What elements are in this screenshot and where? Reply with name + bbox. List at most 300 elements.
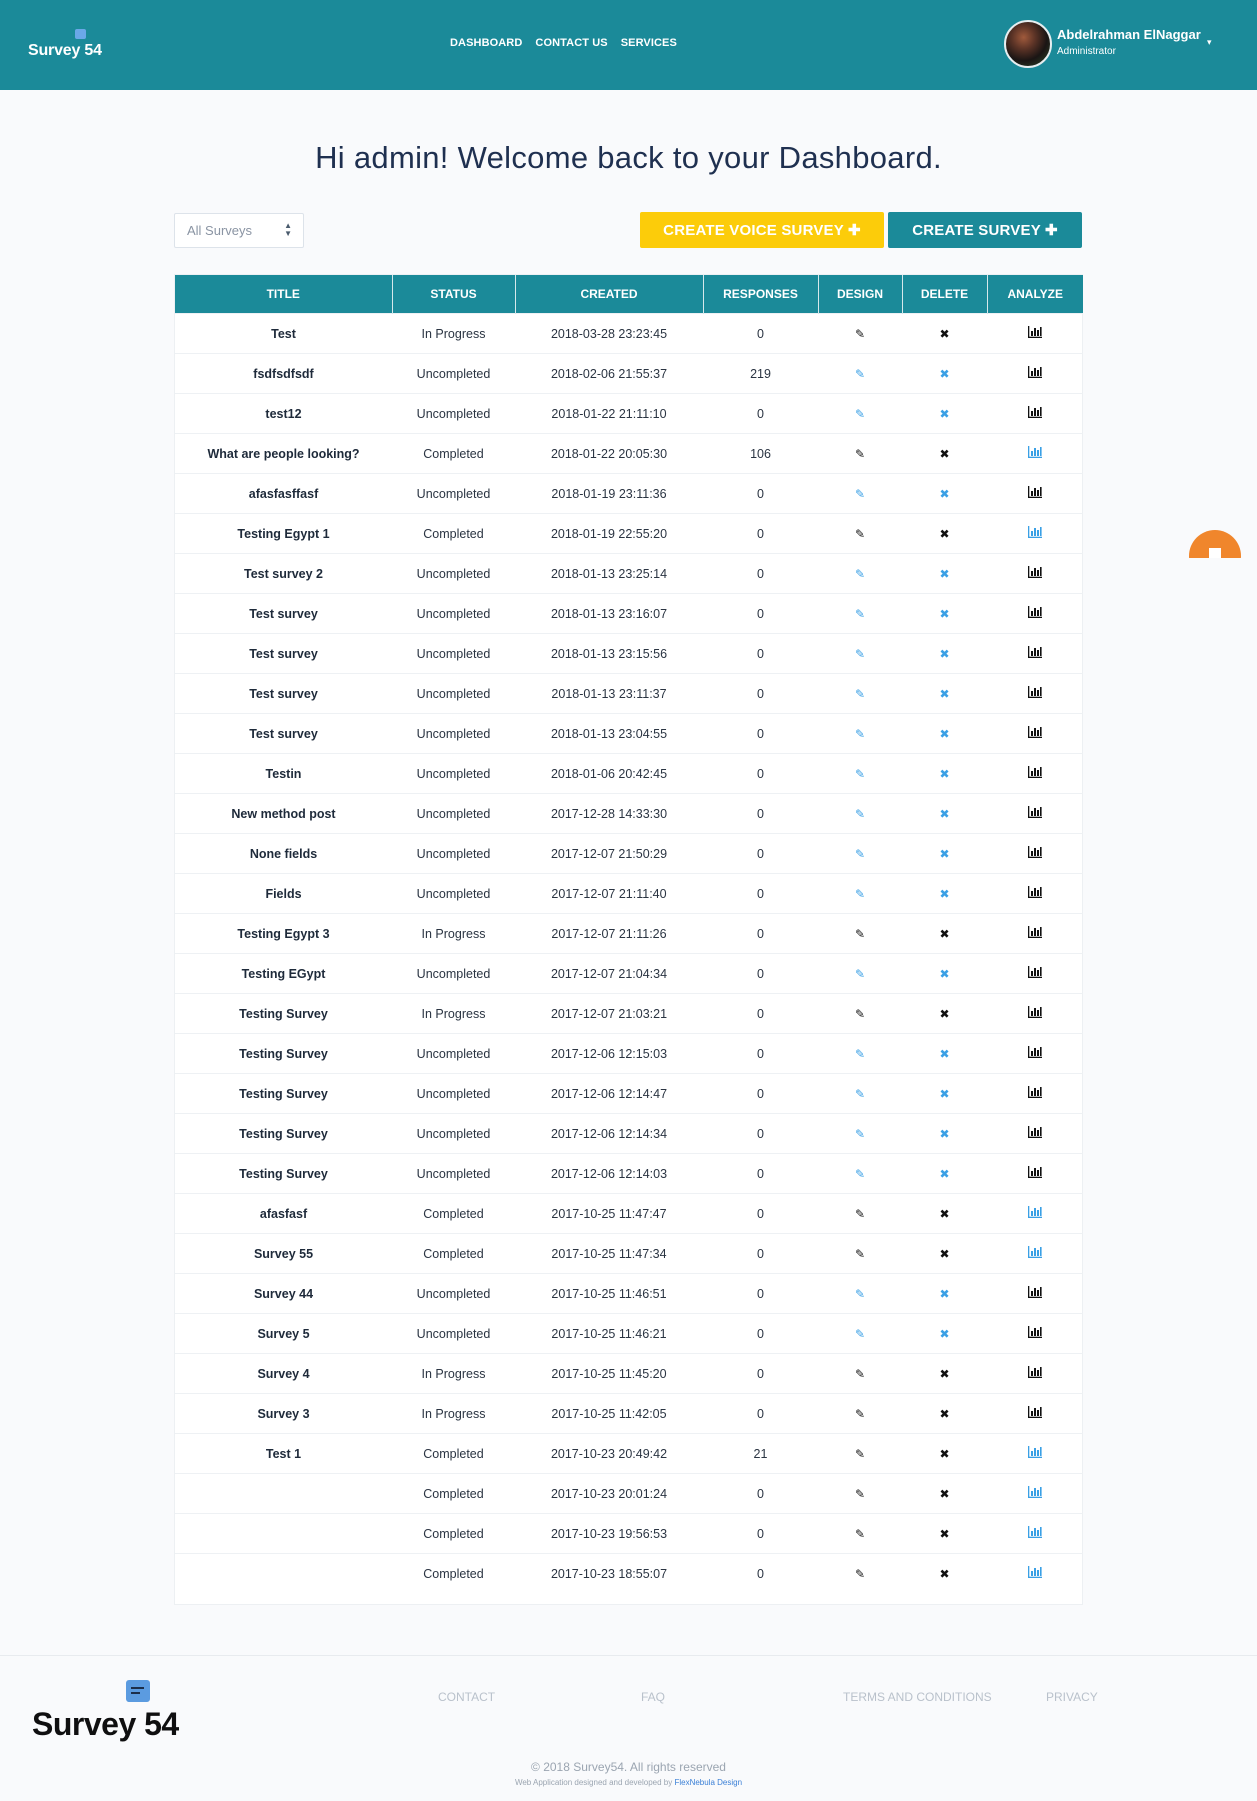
survey-status: In Progress bbox=[392, 1394, 515, 1434]
delete-cell bbox=[902, 474, 987, 514]
pencil-icon[interactable]: ✎ bbox=[854, 1526, 866, 1541]
close-icon[interactable]: ✖ bbox=[939, 726, 950, 741]
table-row[interactable] bbox=[175, 634, 1083, 674]
survey-title[interactable] bbox=[175, 1474, 392, 1514]
survey-title[interactable]: Testing Survey bbox=[175, 1074, 392, 1114]
bar-chart-icon[interactable] bbox=[1028, 447, 1042, 461]
close-icon[interactable]: ✖ bbox=[939, 1046, 950, 1061]
survey-title[interactable]: Testing Survey bbox=[175, 1114, 392, 1154]
bar-chart-icon-svg bbox=[1028, 1366, 1042, 1378]
design-cell bbox=[818, 914, 902, 954]
survey-created: 2017-10-25 11:47:34 bbox=[515, 1234, 703, 1274]
bar-chart-icon[interactable] bbox=[1028, 1367, 1042, 1381]
survey-title[interactable]: Testing EGypt bbox=[175, 954, 392, 994]
survey-created: 2017-12-07 21:04:34 bbox=[515, 954, 703, 994]
survey-title[interactable]: Survey 4 bbox=[175, 1354, 392, 1394]
bar-chart-icon[interactable] bbox=[1028, 1207, 1042, 1221]
bar-chart-icon[interactable] bbox=[1028, 1047, 1042, 1061]
pencil-icon[interactable]: ✎ bbox=[854, 1446, 866, 1461]
bar-chart-icon-svg bbox=[1028, 846, 1042, 858]
delete-cell bbox=[902, 754, 987, 794]
survey-created: 2017-12-07 21:11:26 bbox=[515, 914, 703, 954]
table-row[interactable] bbox=[175, 954, 1083, 994]
design-cell bbox=[818, 1074, 902, 1114]
survey-created: 2018-01-13 23:16:07 bbox=[515, 594, 703, 634]
survey-responses: 0 bbox=[703, 514, 818, 554]
table-row[interactable] bbox=[175, 794, 1083, 834]
survey-title[interactable]: Survey 5 bbox=[175, 1314, 392, 1354]
survey-status: In Progress bbox=[392, 994, 515, 1034]
bar-chart-icon-svg bbox=[1028, 526, 1042, 538]
survey-status: Uncompleted bbox=[392, 954, 515, 994]
survey-status: Completed bbox=[392, 1474, 515, 1514]
close-icon[interactable]: ✖ bbox=[939, 1326, 950, 1341]
close-icon[interactable]: ✖ bbox=[939, 806, 950, 821]
bar-chart-icon-svg bbox=[1028, 606, 1042, 618]
analyze-cell bbox=[987, 834, 1083, 874]
bar-chart-icon[interactable] bbox=[1028, 1447, 1042, 1461]
table-row[interactable] bbox=[175, 1314, 1083, 1354]
close-icon[interactable]: ✖ bbox=[939, 1006, 950, 1021]
pencil-icon[interactable]: ✎ bbox=[854, 486, 866, 501]
delete-cell bbox=[902, 314, 987, 354]
pencil-icon[interactable]: ✎ bbox=[854, 1126, 866, 1141]
bar-chart-icon-svg bbox=[1028, 1486, 1042, 1498]
nav-dashboard[interactable]: DASHBOARD bbox=[450, 37, 523, 49]
bar-chart-icon-svg bbox=[1028, 806, 1042, 818]
table-row[interactable] bbox=[175, 1474, 1083, 1514]
column-header-title[interactable]: TITLE bbox=[175, 275, 392, 314]
pencil-icon[interactable]: ✎ bbox=[854, 726, 866, 741]
survey-status: Uncompleted bbox=[392, 394, 515, 434]
pencil-icon[interactable]: ✎ bbox=[854, 1246, 866, 1261]
table-row[interactable] bbox=[175, 1234, 1083, 1274]
delete-cell bbox=[902, 1434, 987, 1474]
bar-chart-icon-svg bbox=[1028, 1086, 1042, 1098]
delete-cell bbox=[902, 1514, 987, 1554]
table-row[interactable] bbox=[175, 514, 1083, 554]
survey-responses: 0 bbox=[703, 1194, 818, 1234]
close-icon[interactable]: ✖ bbox=[939, 1446, 950, 1461]
design-cell bbox=[818, 874, 902, 914]
survey-responses: 0 bbox=[703, 1474, 818, 1514]
close-icon[interactable]: ✖ bbox=[939, 766, 950, 781]
delete-cell bbox=[902, 1554, 987, 1594]
bar-chart-icon[interactable] bbox=[1028, 767, 1042, 781]
survey-created: 2017-10-25 11:46:51 bbox=[515, 1274, 703, 1314]
analyze-cell bbox=[987, 794, 1083, 834]
analyze-cell bbox=[987, 1514, 1083, 1554]
main-nav bbox=[450, 37, 677, 49]
bar-chart-icon[interactable] bbox=[1028, 647, 1042, 661]
survey-title[interactable]: Fields bbox=[175, 874, 392, 914]
table-row[interactable] bbox=[175, 874, 1083, 914]
surveys-table bbox=[175, 275, 1083, 1593]
pencil-icon[interactable]: ✎ bbox=[854, 926, 866, 941]
bar-chart-icon[interactable] bbox=[1028, 1327, 1042, 1341]
bar-chart-icon[interactable] bbox=[1028, 607, 1042, 621]
table-row[interactable] bbox=[175, 1114, 1083, 1154]
bar-chart-icon-svg bbox=[1028, 646, 1042, 658]
analyze-cell bbox=[987, 1154, 1083, 1194]
bar-chart-icon[interactable] bbox=[1028, 1007, 1042, 1021]
survey-title[interactable]: Testing Survey bbox=[175, 1034, 392, 1074]
delete-cell bbox=[902, 954, 987, 994]
survey-status: Uncompleted bbox=[392, 1274, 515, 1314]
close-icon[interactable]: ✖ bbox=[939, 366, 950, 381]
survey-created: 2017-12-06 12:14:47 bbox=[515, 1074, 703, 1114]
pencil-icon[interactable]: ✎ bbox=[854, 606, 866, 621]
survey-title[interactable]: None fields bbox=[175, 834, 392, 874]
nav-contact-us[interactable]: CONTACT US bbox=[535, 37, 608, 49]
bar-chart-icon[interactable] bbox=[1028, 567, 1042, 581]
survey-responses: 0 bbox=[703, 914, 818, 954]
bar-chart-icon[interactable] bbox=[1028, 407, 1042, 421]
survey-status: Uncompleted bbox=[392, 1034, 515, 1074]
table-row[interactable] bbox=[175, 1194, 1083, 1234]
survey-responses: 0 bbox=[703, 954, 818, 994]
survey-filter-select[interactable] bbox=[174, 213, 304, 248]
analyze-cell bbox=[987, 994, 1083, 1034]
table-row[interactable] bbox=[175, 314, 1083, 354]
survey-title[interactable]: Test bbox=[175, 314, 392, 354]
survey-status: Uncompleted bbox=[392, 634, 515, 674]
pencil-icon[interactable]: ✎ bbox=[854, 326, 866, 341]
delete-cell bbox=[902, 1034, 987, 1074]
survey-title[interactable]: test12 bbox=[175, 394, 392, 434]
design-cell bbox=[818, 1554, 902, 1594]
bar-chart-icon-svg bbox=[1028, 1166, 1042, 1178]
survey-title[interactable]: Survey 3 bbox=[175, 1394, 392, 1434]
pencil-icon[interactable]: ✎ bbox=[854, 1326, 866, 1341]
column-header-responses[interactable]: RESPONSES bbox=[703, 275, 818, 314]
analyze-cell bbox=[987, 594, 1083, 634]
close-icon[interactable]: ✖ bbox=[939, 1406, 950, 1421]
survey-title[interactable]: Test survey bbox=[175, 594, 392, 634]
user-name: Abdelrahman ElNaggar bbox=[1057, 27, 1201, 42]
survey-created: 2017-12-07 21:03:21 bbox=[515, 994, 703, 1034]
survey-status: Completed bbox=[392, 1554, 515, 1594]
bar-chart-icon[interactable] bbox=[1028, 1487, 1042, 1501]
design-cell bbox=[818, 394, 902, 434]
survey-responses: 0 bbox=[703, 834, 818, 874]
delete-cell bbox=[902, 834, 987, 874]
analyze-cell bbox=[987, 1274, 1083, 1314]
bar-chart-icon[interactable] bbox=[1028, 1087, 1042, 1101]
table-row[interactable] bbox=[175, 1514, 1083, 1554]
survey-title[interactable]: Test survey 2 bbox=[175, 554, 392, 594]
survey-title[interactable]: afasfasf bbox=[175, 1194, 392, 1234]
survey-responses: 0 bbox=[703, 1514, 818, 1554]
close-icon[interactable]: ✖ bbox=[939, 926, 950, 941]
pencil-icon[interactable]: ✎ bbox=[854, 1406, 866, 1421]
table-row[interactable] bbox=[175, 554, 1083, 594]
bar-chart-icon-svg bbox=[1028, 1526, 1042, 1538]
credit-text bbox=[0, 1778, 1257, 1787]
pencil-icon[interactable]: ✎ bbox=[854, 1086, 866, 1101]
survey-title[interactable]: Testing Egypt 3 bbox=[175, 914, 392, 954]
column-header-status[interactable]: STATUS bbox=[392, 275, 515, 314]
survey-created: 2017-10-25 11:46:21 bbox=[515, 1314, 703, 1354]
bar-chart-icon-svg bbox=[1028, 1246, 1042, 1258]
survey-title[interactable] bbox=[175, 1554, 392, 1594]
survey-title[interactable]: New method post bbox=[175, 794, 392, 834]
close-icon[interactable]: ✖ bbox=[939, 326, 950, 341]
pencil-icon[interactable]: ✎ bbox=[854, 366, 866, 381]
bar-chart-icon[interactable] bbox=[1028, 1407, 1042, 1421]
surveys-table-container bbox=[174, 274, 1083, 1605]
bar-chart-icon[interactable] bbox=[1028, 887, 1042, 901]
close-icon[interactable]: ✖ bbox=[939, 446, 950, 461]
close-icon[interactable]: ✖ bbox=[939, 1286, 950, 1301]
close-icon[interactable]: ✖ bbox=[939, 606, 950, 621]
analyze-cell bbox=[987, 714, 1083, 754]
table-row[interactable] bbox=[175, 594, 1083, 634]
bar-chart-icon-svg bbox=[1028, 486, 1042, 498]
pencil-icon[interactable]: ✎ bbox=[854, 806, 866, 821]
survey-responses: 0 bbox=[703, 474, 818, 514]
survey-responses: 0 bbox=[703, 1394, 818, 1434]
survey-filter-value: All Surveys bbox=[187, 223, 253, 238]
survey-status: Completed bbox=[392, 1434, 515, 1474]
credit-company-link[interactable]: FlexNebula Design bbox=[674, 1778, 743, 1787]
survey-title[interactable]: afasfasffasf bbox=[175, 474, 392, 514]
survey-created: 2017-12-07 21:50:29 bbox=[515, 834, 703, 874]
avatar[interactable] bbox=[1004, 20, 1052, 68]
bar-chart-icon[interactable] bbox=[1028, 1567, 1042, 1581]
table-row[interactable] bbox=[175, 1354, 1083, 1394]
pencil-icon[interactable]: ✎ bbox=[854, 846, 866, 861]
chevron-down-icon[interactable]: ▾ bbox=[1207, 37, 1212, 47]
footer-link-terms[interactable]: TERMS AND CONDITIONS bbox=[843, 1690, 992, 1704]
table-row[interactable] bbox=[175, 1154, 1083, 1194]
survey-responses: 0 bbox=[703, 594, 818, 634]
table-row[interactable] bbox=[175, 714, 1083, 754]
pencil-icon[interactable]: ✎ bbox=[854, 1286, 866, 1301]
survey-created: 2018-01-13 23:11:37 bbox=[515, 674, 703, 714]
pencil-icon[interactable]: ✎ bbox=[854, 1486, 866, 1501]
analyze-cell bbox=[987, 1194, 1083, 1234]
footer-link-contact[interactable]: CONTACT bbox=[438, 1690, 496, 1704]
close-icon[interactable]: ✖ bbox=[939, 1246, 950, 1261]
table-row[interactable] bbox=[175, 394, 1083, 434]
table-row[interactable] bbox=[175, 834, 1083, 874]
column-header-design: DESIGN bbox=[818, 275, 902, 314]
pencil-icon[interactable]: ✎ bbox=[854, 526, 866, 541]
survey-title[interactable] bbox=[175, 1514, 392, 1554]
analyze-cell bbox=[987, 1434, 1083, 1474]
table-row[interactable] bbox=[175, 1554, 1083, 1594]
table-row[interactable] bbox=[175, 914, 1083, 954]
analyze-cell bbox=[987, 1394, 1083, 1434]
copyright-text: © 2018 Survey54. All rights reserved bbox=[531, 1760, 726, 1774]
close-icon[interactable]: ✖ bbox=[939, 1566, 950, 1581]
bar-chart-icon[interactable] bbox=[1028, 927, 1042, 941]
analyze-cell bbox=[987, 554, 1083, 594]
design-cell bbox=[818, 834, 902, 874]
survey-status: In Progress bbox=[392, 914, 515, 954]
pencil-icon[interactable]: ✎ bbox=[854, 446, 866, 461]
pencil-icon[interactable]: ✎ bbox=[854, 1566, 866, 1581]
pencil-icon[interactable]: ✎ bbox=[854, 1006, 866, 1021]
table-row[interactable] bbox=[175, 1074, 1083, 1114]
survey-responses: 0 bbox=[703, 634, 818, 674]
survey-title[interactable]: Test survey bbox=[175, 674, 392, 714]
survey-responses: 0 bbox=[703, 1234, 818, 1274]
survey-created: 2017-12-28 14:33:30 bbox=[515, 794, 703, 834]
bar-chart-icon[interactable] bbox=[1028, 847, 1042, 861]
pencil-icon[interactable]: ✎ bbox=[854, 966, 866, 981]
table-row[interactable] bbox=[175, 1034, 1083, 1074]
design-cell bbox=[818, 1474, 902, 1514]
survey-status: Uncompleted bbox=[392, 554, 515, 594]
survey-created: 2017-10-25 11:42:05 bbox=[515, 1394, 703, 1434]
close-icon[interactable]: ✖ bbox=[939, 1366, 950, 1381]
survey-title[interactable]: fsdfsdfsdf bbox=[175, 354, 392, 394]
bar-chart-icon-svg bbox=[1028, 366, 1042, 378]
survey-title[interactable]: Testin bbox=[175, 754, 392, 794]
bar-chart-icon-svg bbox=[1028, 1406, 1042, 1418]
survey-created: 2017-12-07 21:11:40 bbox=[515, 874, 703, 914]
close-icon[interactable]: ✖ bbox=[939, 486, 950, 501]
survey-title[interactable]: Survey 55 bbox=[175, 1234, 392, 1274]
survey-title[interactable]: Survey 44 bbox=[175, 1274, 392, 1314]
pencil-icon[interactable]: ✎ bbox=[854, 646, 866, 661]
close-icon[interactable]: ✖ bbox=[939, 966, 950, 981]
bar-chart-icon[interactable] bbox=[1028, 967, 1042, 981]
survey-title[interactable]: Testing Survey bbox=[175, 1154, 392, 1194]
table-row[interactable] bbox=[175, 674, 1083, 714]
survey-title[interactable]: Testing Egypt 1 bbox=[175, 514, 392, 554]
analyze-cell bbox=[987, 754, 1083, 794]
bar-chart-icon[interactable] bbox=[1028, 367, 1042, 381]
survey-created: 2018-01-13 23:15:56 bbox=[515, 634, 703, 674]
survey-created: 2017-10-23 20:49:42 bbox=[515, 1434, 703, 1474]
analyze-cell bbox=[987, 634, 1083, 674]
survey-responses: 0 bbox=[703, 1114, 818, 1154]
design-cell bbox=[818, 1034, 902, 1074]
column-header-created[interactable]: CREATED bbox=[515, 275, 703, 314]
top-navbar bbox=[0, 0, 1257, 90]
survey-responses: 219 bbox=[703, 354, 818, 394]
table-row[interactable] bbox=[175, 994, 1083, 1034]
close-icon[interactable]: ✖ bbox=[939, 646, 950, 661]
bar-chart-icon[interactable] bbox=[1028, 727, 1042, 741]
analyze-cell bbox=[987, 314, 1083, 354]
survey-status: In Progress bbox=[392, 1354, 515, 1394]
close-icon[interactable]: ✖ bbox=[939, 1086, 950, 1101]
survey-responses: 0 bbox=[703, 754, 818, 794]
footer-link-privacy[interactable]: PRIVACY bbox=[1046, 1690, 1098, 1704]
close-icon[interactable]: ✖ bbox=[939, 1526, 950, 1541]
create-survey-button[interactable]: CREATE SURVEY ✚ bbox=[888, 212, 1082, 248]
design-cell bbox=[818, 434, 902, 474]
survey-title[interactable]: Test survey bbox=[175, 634, 392, 674]
pencil-icon[interactable]: ✎ bbox=[854, 886, 866, 901]
survey-title[interactable]: Test 1 bbox=[175, 1434, 392, 1474]
survey-responses: 0 bbox=[703, 1034, 818, 1074]
close-icon[interactable]: ✖ bbox=[939, 846, 950, 861]
pencil-icon[interactable]: ✎ bbox=[854, 1046, 866, 1061]
pencil-icon[interactable]: ✎ bbox=[854, 1166, 866, 1181]
delete-cell bbox=[902, 554, 987, 594]
bar-chart-icon[interactable] bbox=[1028, 527, 1042, 541]
survey-responses: 0 bbox=[703, 714, 818, 754]
footer-link-faq[interactable]: FAQ bbox=[641, 1690, 666, 1704]
close-icon[interactable]: ✖ bbox=[939, 1206, 950, 1221]
bar-chart-icon[interactable] bbox=[1028, 807, 1042, 821]
bar-chart-icon[interactable] bbox=[1028, 1527, 1042, 1541]
delete-cell bbox=[902, 1394, 987, 1434]
bar-chart-icon[interactable] bbox=[1028, 1247, 1042, 1261]
pencil-icon[interactable]: ✎ bbox=[854, 1366, 866, 1381]
analyze-cell bbox=[987, 514, 1083, 554]
survey-title[interactable]: Test survey bbox=[175, 714, 392, 754]
close-icon[interactable]: ✖ bbox=[939, 1126, 950, 1141]
table-row[interactable] bbox=[175, 1434, 1083, 1474]
survey-responses: 0 bbox=[703, 314, 818, 354]
table-row[interactable] bbox=[175, 1274, 1083, 1314]
design-cell bbox=[818, 1514, 902, 1554]
close-icon[interactable]: ✖ bbox=[939, 1166, 950, 1181]
bar-chart-icon-svg bbox=[1028, 446, 1042, 458]
close-icon[interactable]: ✖ bbox=[939, 886, 950, 901]
design-cell bbox=[818, 674, 902, 714]
pencil-icon[interactable]: ✎ bbox=[854, 406, 866, 421]
table-row[interactable] bbox=[175, 474, 1083, 514]
survey-title[interactable]: What are people looking? bbox=[175, 434, 392, 474]
bar-chart-icon[interactable] bbox=[1028, 1287, 1042, 1301]
close-icon[interactable]: ✖ bbox=[939, 406, 950, 421]
bar-chart-icon-svg bbox=[1028, 1566, 1042, 1578]
delete-cell bbox=[902, 1474, 987, 1514]
close-icon[interactable]: ✖ bbox=[939, 526, 950, 541]
delete-cell bbox=[902, 354, 987, 394]
survey-created: 2017-10-23 18:55:07 bbox=[515, 1554, 703, 1594]
create-voice-survey-button[interactable]: CREATE VOICE SURVEY ✚ bbox=[640, 212, 884, 248]
close-icon[interactable]: ✖ bbox=[939, 566, 950, 581]
delete-cell bbox=[902, 794, 987, 834]
survey-title[interactable]: Testing Survey bbox=[175, 994, 392, 1034]
pencil-icon[interactable]: ✎ bbox=[854, 686, 866, 701]
design-cell bbox=[818, 1194, 902, 1234]
delete-cell bbox=[902, 1234, 987, 1274]
chat-widget-button[interactable] bbox=[1189, 530, 1241, 558]
bar-chart-icon[interactable] bbox=[1028, 487, 1042, 501]
table-row[interactable] bbox=[175, 434, 1083, 474]
table-row[interactable] bbox=[175, 754, 1083, 794]
bar-chart-icon[interactable] bbox=[1028, 1127, 1042, 1141]
close-icon[interactable]: ✖ bbox=[939, 686, 950, 701]
design-cell bbox=[818, 474, 902, 514]
survey-responses: 21 bbox=[703, 1434, 818, 1474]
table-row[interactable] bbox=[175, 1394, 1083, 1434]
pencil-icon[interactable]: ✎ bbox=[854, 766, 866, 781]
delete-cell bbox=[902, 874, 987, 914]
survey-created: 2018-01-19 22:55:20 bbox=[515, 514, 703, 554]
survey-status: Uncompleted bbox=[392, 354, 515, 394]
close-icon[interactable]: ✖ bbox=[939, 1486, 950, 1501]
bar-chart-icon[interactable] bbox=[1028, 1167, 1042, 1181]
delete-cell bbox=[902, 674, 987, 714]
pencil-icon[interactable]: ✎ bbox=[854, 566, 866, 581]
nav-services[interactable]: SERVICES bbox=[620, 37, 677, 49]
table-row[interactable] bbox=[175, 354, 1083, 394]
bar-chart-icon[interactable] bbox=[1028, 327, 1042, 341]
bar-chart-icon[interactable] bbox=[1028, 687, 1042, 701]
pencil-icon[interactable]: ✎ bbox=[854, 1206, 866, 1221]
design-cell bbox=[818, 1114, 902, 1154]
